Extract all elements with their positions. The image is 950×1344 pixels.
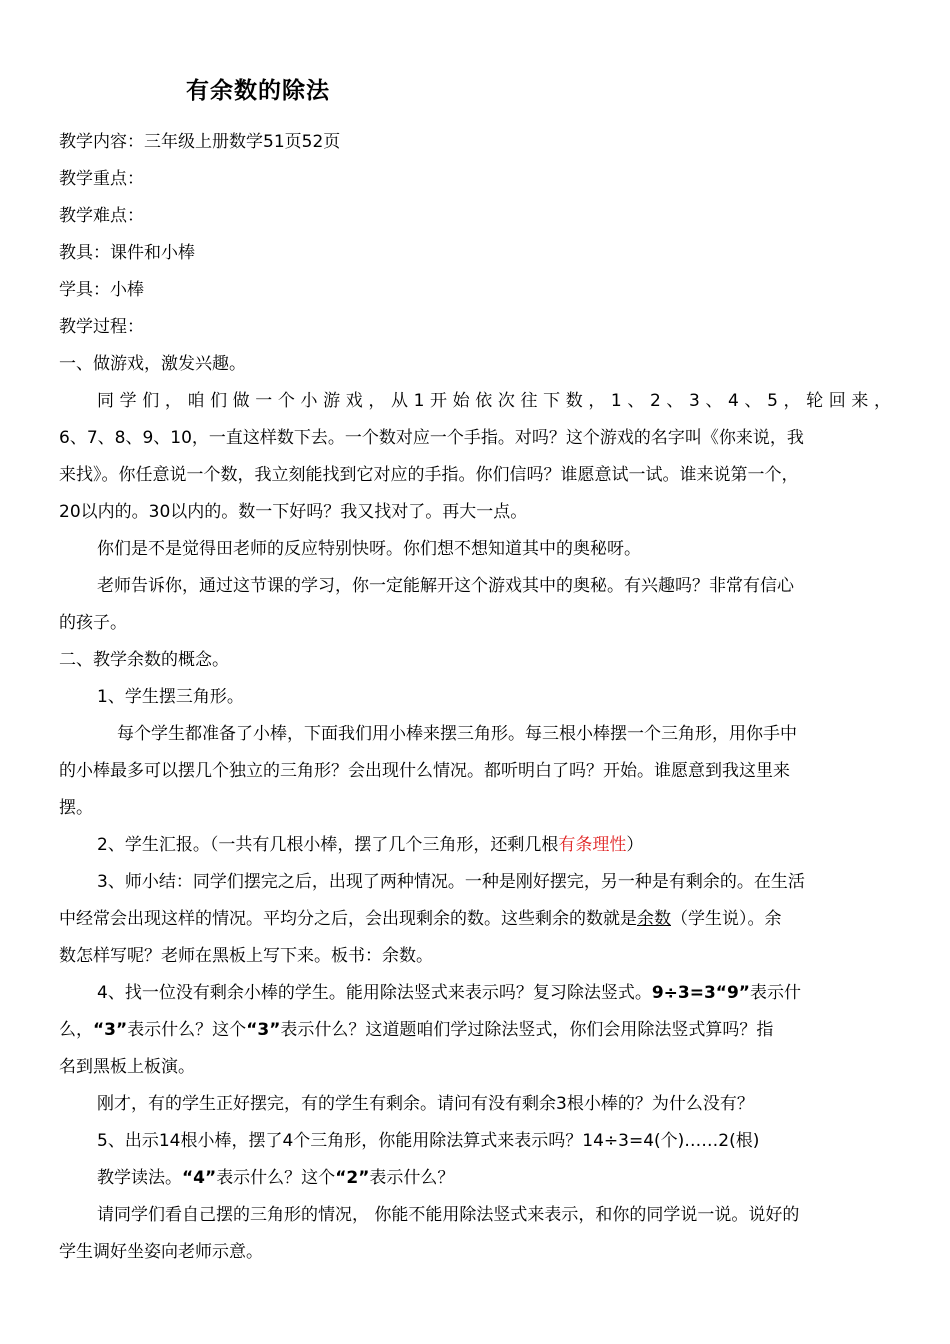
teaching-aids: 教具：课件和小棒 xyxy=(59,243,195,263)
paragraph-line: 摆。 xyxy=(59,798,93,818)
paragraph-text: 4、找一位没有剩余小棒的学生。能用除法竖式来表示吗？复习除法竖式。 xyxy=(97,983,652,1003)
paragraph-line: 6、7、8、9、10，一直这样数下去。一个数对应一个手指。对吗？这个游戏的名字叫《你来说，我 xyxy=(59,428,804,448)
paragraph-line: 来找》。你任意说一个数，我立刻能找到它对应的手指。你们信吗？谁愿意试一试。谁来说第一个， xyxy=(59,465,799,485)
paragraph-line: 数怎样写呢？老师在黑板上写下来。板书：余数。 xyxy=(59,946,433,966)
paragraph-line: 20以内的。30以内的。数一下好吗？我又找对了。再大一点。 xyxy=(59,502,528,522)
step-four-line xyxy=(59,975,891,1012)
paragraph-line xyxy=(59,1160,891,1197)
underlined-term: 余数 xyxy=(637,909,671,929)
section-two-heading: 二、教学余数的概念。 xyxy=(59,650,229,670)
quoted-number: “4” xyxy=(182,1168,217,1188)
paragraph-line: 请同学们看自己摆的三角形的情况， 你能不能用除法竖式来表示，和你的同学说一说。说好的 xyxy=(97,1205,800,1225)
step-two-line xyxy=(59,827,891,864)
step-five-line: 5、出示14根小棒，摆了4个三角形，你能用除法算式来表示吗？14÷3=4(个)……2(根) xyxy=(97,1131,760,1151)
highlight-text: 有条理性 xyxy=(558,835,627,855)
document-body xyxy=(59,124,891,1271)
closing-paren: ） xyxy=(626,835,644,855)
paragraph-text: 中经常会出现这样的情况。平均分之后，会出现剩余的数。这些剩余的数就是 xyxy=(59,909,637,929)
paragraph-text: 表示什么？ xyxy=(369,1168,455,1188)
step-two-text: 2、学生汇报。（一共有几根小棒，摆了几个三角形，还剩几根 xyxy=(97,835,559,855)
quoted-number: “2” xyxy=(335,1168,370,1188)
document-title: 有余数的除法 xyxy=(186,78,330,104)
quoted-number: “3” xyxy=(93,1020,128,1040)
paragraph-text: 表示什么？这个 xyxy=(216,1168,336,1188)
teaching-process: 教学过程： xyxy=(59,317,144,337)
student-aids: 学具：小棒 xyxy=(59,280,144,300)
teaching-difficulty: 教学难点： xyxy=(59,206,144,226)
step-three-line: 3、师小结：同学们摆完之后，出现了两种情况。一种是刚好摆完，另一种是有剩余的。在生活 xyxy=(97,872,805,892)
paragraph-line: 的孩子。 xyxy=(59,613,127,633)
paragraph-text: 表示什 xyxy=(749,983,801,1003)
teaching-content: 教学内容：三年级上册数学51页52页 xyxy=(59,132,341,152)
step-one-heading: 1、学生摆三角形。 xyxy=(97,687,244,707)
paragraph-line: 每个学生都准备了小棒，下面我们用小棒来摆三角形。每三根小棒摆一个三角形，用你手中 xyxy=(117,724,797,744)
paragraph-line: 刚才，有的学生正好摆完，有的学生有剩余。请问有没有剩余3根小棒的？为什么没有？ xyxy=(97,1094,754,1114)
section-one-heading: 一、做游戏，激发兴趣。 xyxy=(59,354,246,374)
paragraph-line: 同学们，咱们做一个小游戏，从1开始依次往下数，1、2、3、4、5，轮回来， xyxy=(97,391,891,411)
equation-text: 9÷3=3“9” xyxy=(651,983,750,1003)
paragraph-line: 老师告诉你，通过这节课的学习，你一定能解开这个游戏其中的奥秘。有兴趣吗？非常有信心 xyxy=(97,576,794,596)
paragraph-text: 教学读法。 xyxy=(97,1168,182,1188)
paragraph-text: 么， xyxy=(59,1020,93,1040)
paragraph-text: 表示什么？这道题咱们学过除法竖式，你们会用除法竖式算吗？指 xyxy=(280,1020,774,1040)
paragraph-line: 你们是不是觉得田老师的反应特别快呀。你们想不想知道其中的奥秘呀。 xyxy=(97,539,641,559)
paragraph-line xyxy=(59,901,891,938)
paragraph-text: 表示什么？这个 xyxy=(127,1020,247,1040)
paragraph-line: 学生调好坐姿向老师示意。 xyxy=(59,1242,263,1262)
paragraph-line xyxy=(59,1012,891,1049)
paragraph-line: 名到黑板上板演。 xyxy=(59,1057,195,1077)
paragraph-text: （学生说）。余 xyxy=(671,909,782,929)
quoted-number: “3” xyxy=(246,1020,281,1040)
paragraph-line: 的小棒最多可以摆几个独立的三角形？会出现什么情况。都听明白了吗？开始。谁愿意到我这里来 xyxy=(59,761,790,781)
teaching-focus: 教学重点： xyxy=(59,169,144,189)
